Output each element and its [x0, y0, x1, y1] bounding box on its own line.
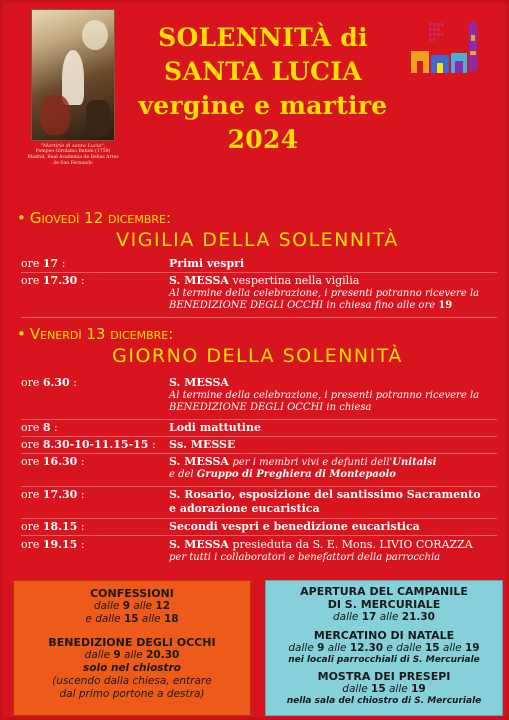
painting — [27, 9, 119, 179]
market-location: nei locali parrocchiali di S. Mercuriale — [288, 655, 480, 665]
row-note: Al termine della celebrazione, i presenti potranno ricevere la BENEDIZIONE DEGLI OCCHI in chiesa — [169, 390, 480, 413]
row-time: ore 17.30 : — [21, 488, 85, 501]
painting-caption — [25, 143, 121, 167]
nativity-heading: MOSTRA DEI PRESEPI — [317, 670, 451, 683]
title-line-4: 2024 — [227, 125, 299, 154]
row-event: Lodi mattutine — [169, 421, 261, 434]
events-box — [265, 580, 503, 716]
schedule-row — [21, 376, 497, 420]
blessing-line-4: dal primo portone a destra) — [59, 688, 205, 700]
confessions-line-2: e dalle 15 alle 18 — [85, 613, 179, 625]
row-time: ore 17.30 : — [21, 274, 85, 287]
day2-title: GIORNO DELLA SOLENNITÀ — [112, 345, 403, 367]
confessions-heading: CONFESSIONI — [90, 587, 174, 600]
day2-header-text: Venerdì 13 dicembre: — [29, 325, 174, 343]
row-event: S. MESSA Al termine della celebrazione, i presenti potranno ricevere la BENEDIZIONE DEGLI OCCHI in chiesa — [169, 376, 497, 414]
row-time: ore 18.15 : — [21, 520, 85, 533]
caption-title: "Martirio di santa Lucia", — [40, 143, 106, 149]
bell-tower-hours: dalle 17 alle 21.30 — [333, 611, 435, 623]
page-title — [123, 21, 403, 157]
row-note: per tutti i collaboratori e benefattori della parrocchia — [169, 552, 441, 563]
confessions-box — [13, 580, 251, 716]
title-line-2: SANTA LUCIA — [164, 57, 362, 86]
schedule-row — [21, 455, 497, 487]
title-line-1: SOLENNITÀ di — [158, 23, 368, 52]
blessing-line-3: (uscendo dalla chiesa, entrare — [52, 675, 212, 687]
row-event: Secondi vespri e benedizione eucaristica — [169, 520, 420, 533]
title-line-3: vergine e martire — [138, 91, 388, 120]
row-time: ore 6.30 : — [21, 376, 77, 389]
market-heading: MERCATINO DI NATALE — [313, 629, 455, 642]
row-time: ore 8.30-10-11.15-15 : — [21, 438, 156, 451]
bell-tower-heading: APERTURA DEL CAMPANILE — [300, 585, 468, 598]
day1-title: VIGILIA DELLA SOLENNITÀ — [116, 229, 399, 251]
row-event: S. MESSA presieduta da S. E. Mons. LIVIO CORAZZA per tutti i collaboratori e benefattori della parrocchia — [169, 538, 497, 564]
schedule-row — [21, 438, 497, 454]
blessing-line-1: dalle 9 alle 20.30 — [84, 649, 180, 661]
day1-header-text: Giovedì 12 dicembre: — [29, 209, 172, 227]
bullet-icon: • — [17, 209, 26, 227]
row-event: S. MESSA vespertina nella vigilia Al termine della celebrazione, i presenti potranno ricevere la BENEDIZIONE DEGLI OCCHI in chiesa fino alle ore 19 — [169, 274, 497, 312]
schedule-row — [21, 257, 497, 273]
day2-header — [17, 325, 173, 343]
bullet-icon: • — [17, 325, 26, 343]
blessing-heading: BENEDIZIONE DEGLI OCCHI — [48, 636, 216, 649]
row-event: S. Rosario, esposizione del santissimo Sacramento e adorazione eucaristica — [169, 488, 481, 515]
row-time: ore 16.30 : — [21, 455, 85, 468]
nativity-hours: dalle 15 alle 19 — [342, 683, 426, 695]
blessing-line-2: solo nel chiostro — [83, 662, 181, 674]
schedule-row — [21, 274, 497, 318]
nativity-location: nella sala del chiostro di S. Mercuriale — [286, 696, 482, 706]
schedule-row — [21, 520, 497, 536]
parish-logo — [407, 21, 489, 81]
market-hours: dalle 9 alle 12.30 e dalle 15 alle 19 — [288, 642, 480, 654]
row-time: ore 19.15 : — [21, 538, 85, 551]
day1-header — [17, 209, 171, 227]
row-event: S. MESSA per i membri vivi e defunti dell'Unitalsi e del Gruppo di Preghiera di Montepaolo — [169, 455, 437, 480]
painting-image — [31, 9, 115, 141]
schedule-row — [21, 488, 497, 519]
caption-location: Madrid, Real Academia de Bellas Artes — [27, 155, 119, 160]
row-event: Primi vespri — [169, 257, 245, 270]
schedule-row — [21, 538, 497, 570]
caption-author: Pompeo Girolamo Batoni (1759) — [35, 149, 111, 154]
row-time: ore 17 : — [21, 257, 66, 270]
row-time: ore 8 : — [21, 421, 58, 434]
caption-location-2: de San Fernando — [53, 161, 93, 166]
row-note: Al termine della celebrazione, i presenti potranno ricevere la BENEDIZIONE DEGLI OCCHI in chiesa fino alle ore 19 — [169, 288, 480, 311]
row-event: Ss. MESSE — [169, 438, 236, 451]
bell-tower-heading-2: DI S. MERCURIALE — [327, 598, 441, 611]
schedule-row — [21, 421, 497, 437]
confessions-line-1: dalle 9 alle 12 — [93, 600, 171, 612]
